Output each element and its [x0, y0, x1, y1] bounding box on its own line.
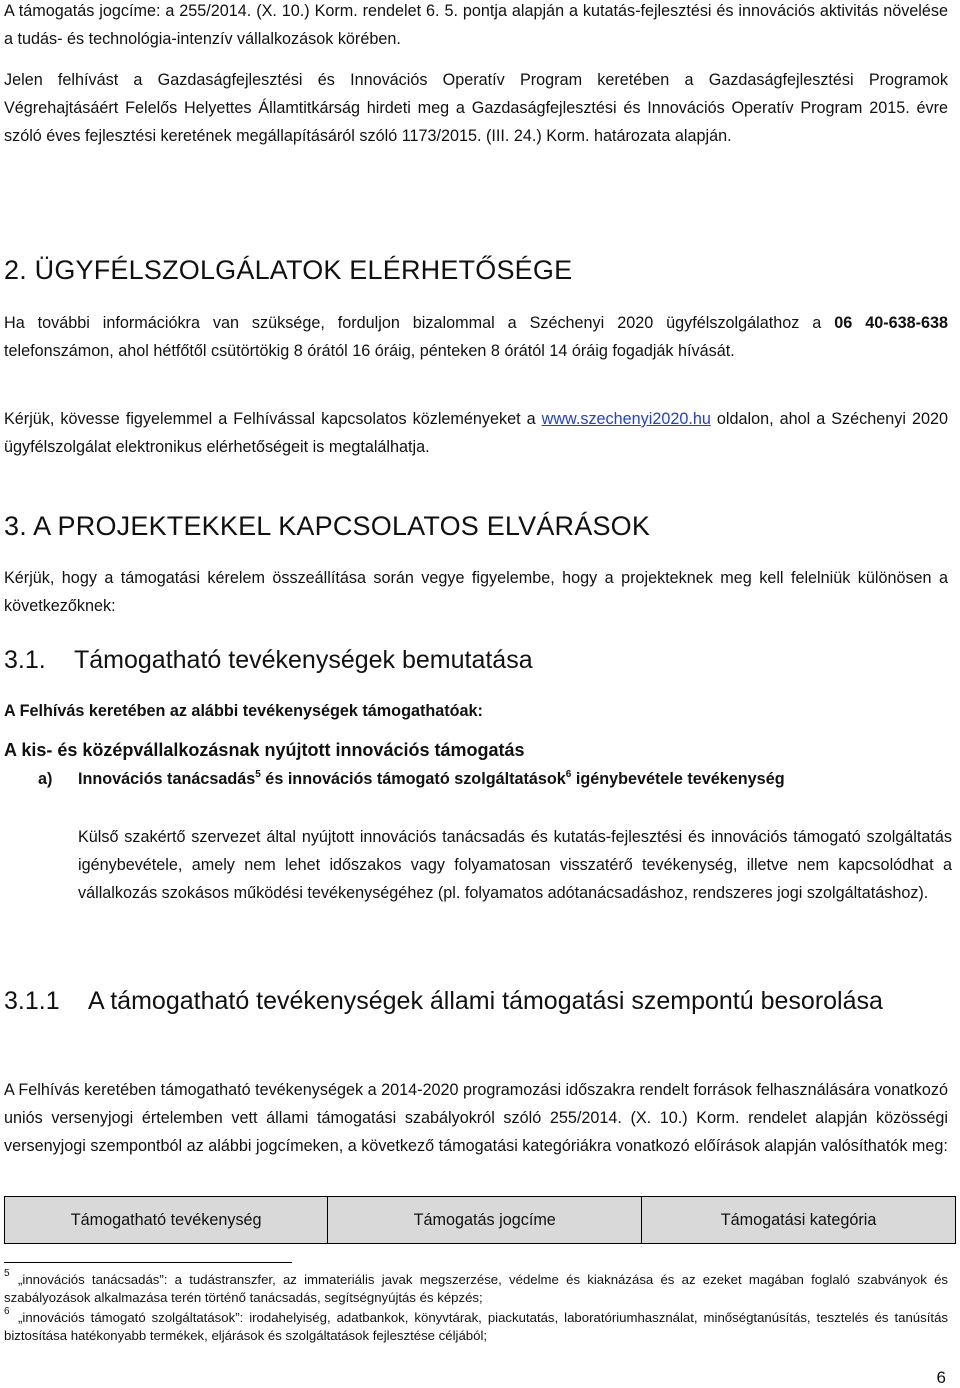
activity-title-part-3: igénybevétele tevékenység [571, 770, 785, 788]
section-3-1-number: 3.1. [4, 646, 46, 674]
announcements-text-before: Kérjük, kövesse figyelemmel a Felhívással kapcsolatos közleményeket a [4, 410, 542, 428]
table-header-category: Támogatási kategória [642, 1197, 956, 1244]
support-basis-paragraph: A támogatás jogcíme: a 255/2014. (X. 10.) Korm. rendelet 6. 5. pontja alapján a kutatás-fejlesztési és innovációs aktivitás növelése a tudás- és technológia-intenzív vállalkozások körében. [4, 2, 948, 48]
section-3-1-1-heading [4, 985, 948, 1018]
announcements-text-after: oldalon, ahol a Széchenyi 2020 ügyfélszolgálat elektronikus elérhetőségeit is megtalálhatja. [4, 410, 948, 456]
footnote-5-text: „innovációs tanácsadás”: a tudástranszfer, az immateriális javak megszerzése, védelme és kiaknázása és az ezeket magában foglaló szabványok és szabályozások alkalmazása terén történő tanácsadás, segítségnyújtás és képzés; [4, 1272, 948, 1305]
section-2-heading: 2. ÜGYFÉLSZOLGÁLATOK ELÉRHETŐSÉGE [4, 255, 573, 285]
szechenyi-link[interactable]: www.szechenyi2020.hu [541, 410, 711, 428]
page-number: 6 [936, 1368, 946, 1387]
helpdesk-paragraph [4, 309, 948, 365]
helpdesk-text-after: telefonszámon, ahol hétfőtől csütörtökig 8 órától 16 óráig, pénteken 8 órától 14 óráig fogadják hívását. [4, 342, 735, 360]
activity-item-description: Külső szakértő szervezet által nyújtott innovációs tanácsadás és kutatás-fejlesztési és innovációs támogató szolgáltatás igénybevétele, amely nem lehet időszakos vagy folyamatosan visszatérő tevékenység, illetve nem kapcsolódhat a vállalkozás szokásos működési tevékenységéhez (pl. folyamatos adótanácsadáshoz, rendszeres jogi szolgáltatáshoz). [78, 828, 952, 902]
footnote-separator [4, 1262, 292, 1263]
activity-title-part-1: Innovációs tanácsadás [78, 770, 256, 788]
helpdesk-phone: 06 40-638-638 [834, 314, 949, 332]
sme-support-heading: A kis- és középvállalkozásnak nyújtott innovációs támogatás [4, 740, 525, 760]
activity-item-label: a) [38, 770, 53, 788]
activity-title-part-2: és innovációs támogató szolgáltatások [260, 770, 566, 788]
intro-paragraph: Jelen felhívást a Gazdaságfejlesztési és Innovációs Operatív Program keretében a Gazdaságfejlesztési Programok Végrehajtásáért Felelős Helyettes Államtitkárság hirdeti meg a Gazdaságfejlesztési és Innovációs Operatív Program 2015. évre szóló éves fejlesztési keretének megállapításáról szóló 1173/2015. (III. 24.) Korm. határozata alapján. [4, 71, 948, 145]
supported-activities-intro: A Felhívás keretében az alábbi tevékenységek támogathatóak: [4, 702, 483, 720]
table-header-row [5, 1197, 956, 1244]
activity-table [4, 1196, 956, 1244]
section-3-1-title: Támogatható tevékenységek bemutatása [74, 646, 533, 674]
section-3-1-1-number: 3.1.1 [4, 987, 60, 1015]
footnote-5-number: 5 [4, 1268, 10, 1279]
requirements-paragraph: Kérjük, hogy a támogatási kérelem összeállítása során vegye figyelembe, hogy a projekteknek meg kell felelniük különösen a következőknek: [4, 569, 948, 615]
footnote-ref-5[interactable]: 5 [255, 769, 261, 780]
helpdesk-text-before: Ha további információkra van szüksége, forduljon bizalommal a Széchenyi 2020 ügyfélszolgálathoz a [4, 314, 835, 332]
announcements-paragraph [4, 405, 948, 461]
footnote-5 [4, 1268, 948, 1307]
footnote-6-number: 6 [4, 1306, 10, 1317]
section-3-1-1-title: A támogatható tevékenységek állami támogatási szempontú besorolása [88, 987, 883, 1015]
state-aid-paragraph: A Felhívás keretében támogatható tevékenységek a 2014-2020 programozási időszakra rendelt források felhasználására vonatkozó uniós versenyjogi értelemben vett állami támogatási szabályokról szóló 255/2014. (X. 10.) Korm. rendelet alapján közösségi versenyjogi szempontból az alábbi jogcímeken, a következő támogatási kategóriákra vonatkozó előírások alapján valósíthatók meg: [4, 1081, 948, 1155]
section-3-1-heading [4, 644, 533, 676]
footnote-6-text: „innovációs támogató szolgáltatások”: irodahelyiség, adatbankok, könyvtárak, piackutatás, laboratóriumhasználat, minőségtanúsítás, tesztelés és tanúsítás biztosítása hatékonyabb termékek, eljárások és szolgáltatások fejlesztése céljából; [4, 1310, 948, 1343]
activity-item-title [78, 765, 948, 793]
table-header-activity: Támogatható tevékenység [5, 1197, 328, 1244]
section-3-heading: 3. A PROJEKTEKKEL KAPCSOLATOS ELVÁRÁSOK [4, 511, 651, 541]
table-header-legal-basis: Támogatás jogcíme [328, 1197, 642, 1244]
footnote-ref-6[interactable]: 6 [565, 769, 572, 780]
footnote-6 [4, 1306, 948, 1345]
